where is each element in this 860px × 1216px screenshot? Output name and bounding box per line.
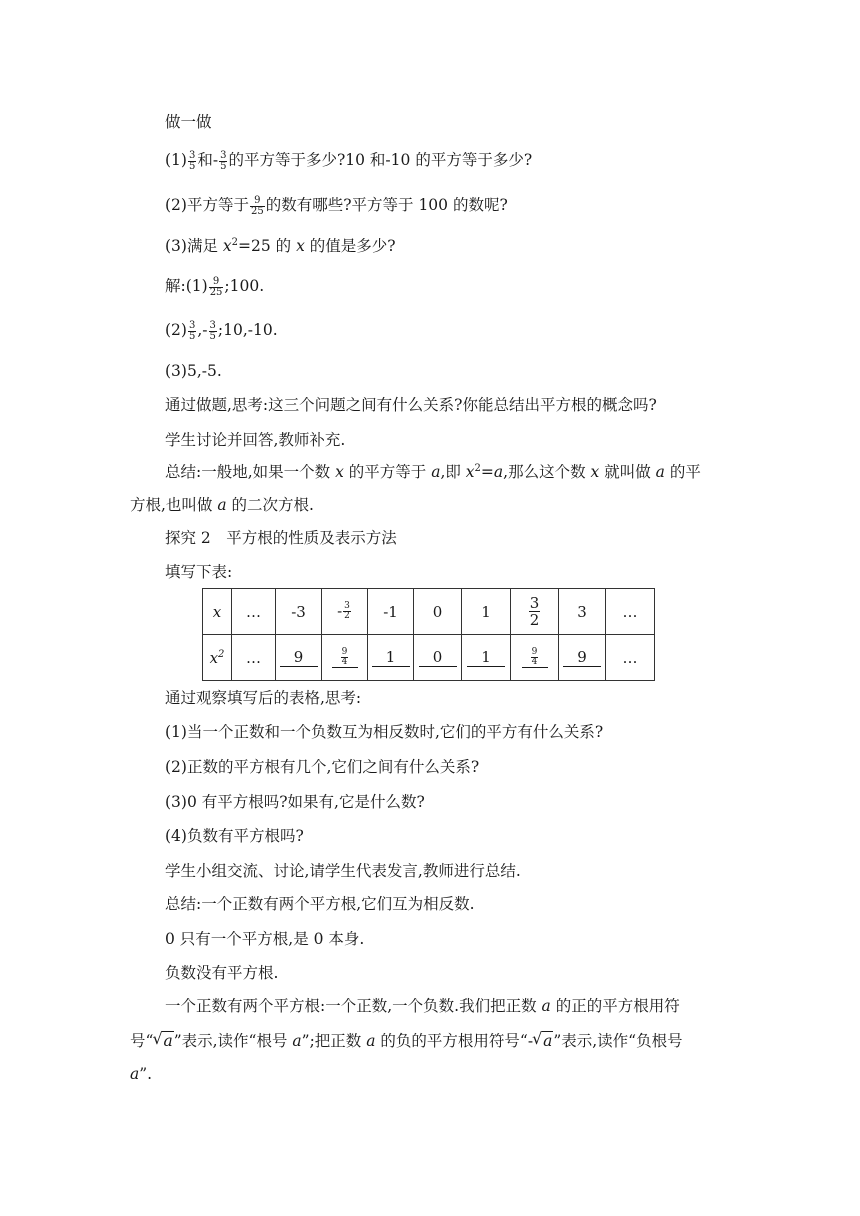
q3-eq: =25 的 bbox=[238, 237, 297, 255]
table-cell: 0 bbox=[414, 589, 462, 635]
answer-3: (3)5,-5. bbox=[165, 362, 222, 380]
a2-sep: ,- bbox=[197, 321, 208, 339]
a2-rest: ;10,-10. bbox=[217, 321, 278, 339]
a1-rest: ;100. bbox=[224, 277, 265, 295]
fraction-3-5: $\frac{3}{5}$ bbox=[188, 149, 196, 172]
q3-prefix: (3)满足 bbox=[165, 237, 223, 255]
sqrt-a: √ a bbox=[153, 1031, 173, 1051]
zero-root: 0 只有一个平方根,是 0 本身. bbox=[165, 930, 365, 948]
table-answer-cell: 0 bbox=[414, 635, 462, 681]
prompt-4: (4)负数有平方根吗? bbox=[165, 827, 304, 845]
fill-table-instruction: 填写下表: bbox=[165, 563, 233, 581]
summary-definition-line1: 总结:一般地,如果一个数 x 的平方等于 a,即 $x^2=a$,那么这个数 x 就叫做 a 的平 bbox=[165, 463, 701, 481]
q2-rest: 的数有哪些?平方等于 100 的数呢? bbox=[265, 196, 508, 214]
table-answer-cell: 1 bbox=[368, 635, 414, 681]
table-head-x-squared: $x^2$ bbox=[203, 635, 232, 681]
answer-1 bbox=[165, 276, 264, 298]
fraction-9-25-answer: $\frac{9}{25}$ bbox=[209, 275, 223, 298]
q1-mid: 和- bbox=[197, 151, 219, 169]
negative-no-root: 负数没有平方根. bbox=[165, 964, 279, 982]
think-prompt: 通过做题,思考:这三个问题之间有什么关系?你能总结出平方根的概念吗? bbox=[165, 396, 657, 414]
question-3 bbox=[165, 236, 396, 256]
sqrt-a-negative: √ a bbox=[533, 1031, 553, 1051]
prompt-1: (1)当一个正数和一个负数互为相反数时,它们的平方有什么关系? bbox=[165, 723, 604, 741]
table-cell: -3 bbox=[276, 589, 322, 635]
question-1 bbox=[165, 150, 532, 172]
observe-prompt: 通过观察填写后的表格,思考: bbox=[165, 689, 362, 707]
var-x-2: x bbox=[296, 237, 305, 255]
q3-rest: 的值是多少? bbox=[304, 237, 396, 255]
table-answer-cell-9-4: $\frac{9}{4}$ bbox=[322, 635, 368, 681]
table-cell: … bbox=[606, 635, 655, 681]
table-head-x: x bbox=[203, 589, 232, 635]
square-table bbox=[202, 588, 655, 681]
table-answer-cell: 9 bbox=[559, 635, 606, 681]
table-cell: 3 bbox=[559, 589, 606, 635]
table-cell: … bbox=[606, 589, 655, 635]
table-answer-cell: 9 bbox=[276, 635, 322, 681]
table-row-x-squared bbox=[203, 635, 655, 681]
heading-zuo-yi-zuo: 做一做 bbox=[165, 113, 212, 131]
discussion-line: 学生讨论并回答,教师补充. bbox=[165, 431, 346, 449]
table-cell: … bbox=[232, 635, 276, 681]
summary-definition-line2: 方根,也叫做 a 的二次方根. bbox=[130, 496, 314, 514]
table-row-x bbox=[203, 589, 655, 635]
prompt-2: (2)正数的平方根有几个,它们之间有什么关系? bbox=[165, 758, 480, 776]
notation-para-line1: 一个正数有两个平方根:一个正数,一个负数.我们把正数 a 的正的平方根用符 bbox=[165, 997, 680, 1015]
q1-prefix: (1) bbox=[165, 151, 187, 169]
fraction-3-5-b: $\frac{3}{5}$ bbox=[220, 149, 227, 172]
superscript-2: 2 bbox=[231, 237, 239, 248]
notation-para-line2: 号“√ a”表示,读作“根号 a”;把正数 a 的负的平方根用符号“-√ a”表示,读作“负根号 bbox=[130, 1031, 683, 1051]
explore-2-heading: 探究 2 平方根的性质及表示方法 bbox=[165, 529, 397, 547]
table-cell-3-2: $\frac{3}{2}$ bbox=[511, 589, 559, 635]
notation-para-line3: a”. bbox=[130, 1065, 153, 1083]
table-cell: -1 bbox=[368, 589, 414, 635]
question-2 bbox=[165, 195, 508, 217]
table-cell-neg-3-2: - $\frac{3}{2}$ bbox=[322, 589, 368, 635]
q2-prefix: (2)平方等于 bbox=[165, 196, 249, 214]
summary-2: 总结:一个正数有两个平方根,它们互为相反数. bbox=[165, 895, 475, 913]
table-answer-cell: 1 bbox=[462, 635, 511, 681]
q1-rest: 的平方等于多少?10 和-10 的平方等于多少? bbox=[228, 151, 533, 169]
a1-prefix: 解:(1) bbox=[165, 277, 208, 295]
fraction-3-5-answer: $\frac{3}{5}$ bbox=[188, 319, 196, 342]
var-x: x bbox=[222, 237, 232, 255]
fraction-9-25: $\frac{9}{25}$ bbox=[250, 194, 264, 217]
fraction-3-5-answer-b: $\frac{3}{5}$ bbox=[209, 319, 216, 342]
table-cell: 1 bbox=[462, 589, 511, 635]
answer-2 bbox=[165, 320, 278, 342]
a2-prefix: (2) bbox=[165, 321, 187, 339]
table-answer-cell-9-4-b: $\frac{9}{4}$ bbox=[511, 635, 559, 681]
table-cell: … bbox=[232, 589, 276, 635]
group-discussion: 学生小组交流、讨论,请学生代表发言,教师进行总结. bbox=[165, 862, 521, 880]
prompt-3: (3)0 有平方根吗?如果有,它是什么数? bbox=[165, 793, 425, 811]
